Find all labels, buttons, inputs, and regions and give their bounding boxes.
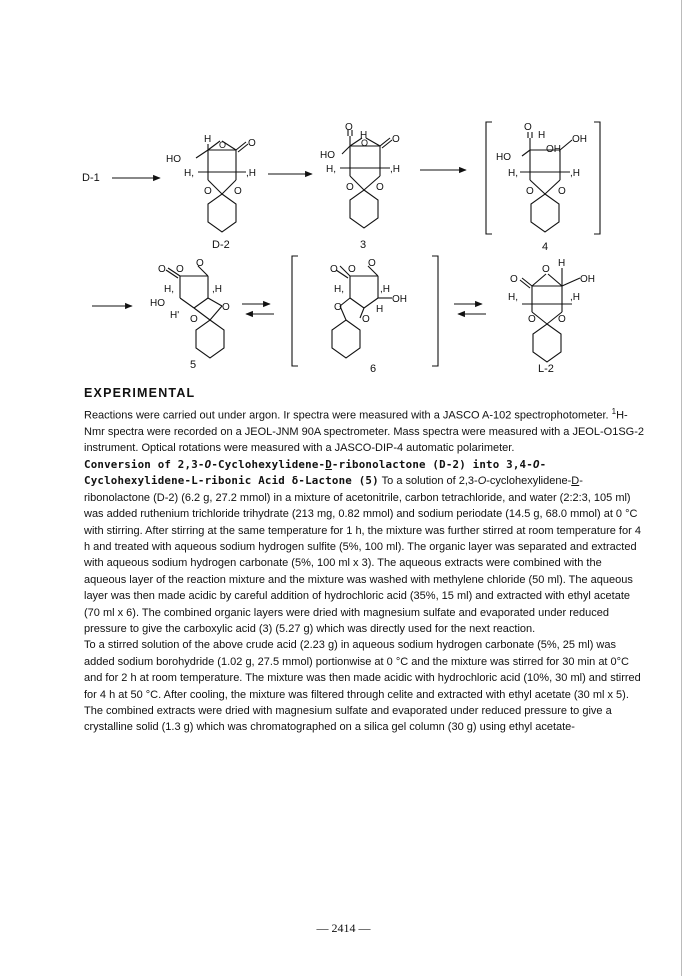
atom-label: O	[346, 182, 354, 193]
paragraph-general: Reactions were carried out under argon. Ir spectra were measured with a JASCO A-102 spectrophotometer. $^1$H-Nmr spectra were recorded on a JEOL-JNM 90A spectrometer. Mass spectra were measured with a JEOL-O1SG-2 instrument. Optical rotations were measured with a JASCO-DIP-4 automatic polarimeter.	[84, 407, 644, 455]
atom-label: H	[538, 130, 546, 141]
atom-label: ,H	[380, 284, 390, 295]
atom-label: O	[196, 258, 204, 269]
label-d2: D-2	[212, 239, 230, 251]
reaction-scheme	[0, 0, 687, 380]
atom-label: H	[204, 134, 212, 145]
atom-label: HO	[496, 152, 511, 163]
procedure-heading: Conversion of 2,3-O-Cyclohexylidene-D-ribonolactone (D-2) into 3,4-O-Cyclohexylidene-L-ribonic Acid δ-Lactone (5)	[84, 457, 547, 488]
atom-label: ,H	[570, 292, 580, 303]
atom-label: H'	[170, 310, 180, 321]
atom-label: OH	[572, 134, 587, 145]
atom-label: HO	[150, 298, 165, 309]
atom-label: O	[334, 302, 342, 313]
atom-label: O	[558, 314, 566, 325]
page-number: — 2414 —	[316, 921, 371, 935]
paragraph-conversion: Conversion of 2,3-O-Cyclohexylidene-D-ribonolactone (D-2) into 3,4-O-Cyclohexylidene-L-ribonic Acid δ-Lactone (5) To a solution of 2,3-O-cyclohexylidene-D-ribonolactone (D-2) (6.2 g, 27.2 mmol) in a mixture of acetonitrile, carbon tetrachloride, and water (2:2:3, 105 ml) was added ruthenium trichloride trihydrate (213 mg, 0.82 mmol) and sodium periodate (14.5 g, 68.0 mmol) at 0 °C with stirring. After stirring at the same temperature for 1 h, the mixture was further stirred at room temperature for 4 h and treated with aqueous sodium hydrogen sulfite (5%, 100 ml). The organic layer was separated and extracted with aqueous sodium hydrogen carbonate (5%, 100 ml x 3). The aqueous extracts were combined with the aqueous layer of the reaction mixture and the mixture was washed with methylene chloride (50 ml). The aqueous layer was then made acidic by careful addition of hydrochloric acid (35%, 15 ml) and extracted with ethyl acetate (70 ml x 6). The combined organic layers were dried with magnesium sulfate and evaporated under reduced pressure to give the carboxylic acid (3) (5.27 g) which was directly used for the next reaction.	[84, 457, 641, 635]
label-6: 6	[370, 363, 377, 375]
atom-label: ,H	[246, 168, 256, 179]
atom-label: OH	[392, 294, 407, 305]
atom-label: H,	[334, 284, 344, 295]
atom-label: O	[248, 138, 256, 149]
atom-label: O	[558, 186, 566, 197]
atom-label: O	[190, 314, 198, 325]
atom-label: O	[392, 134, 400, 145]
atom-label: OH	[546, 144, 561, 155]
experimental-body	[84, 404, 644, 736]
atom-label: O	[361, 138, 369, 148]
atom-label: O	[528, 314, 536, 325]
label-l2: L-2	[538, 363, 554, 375]
label-4: 4	[542, 241, 549, 253]
atom-label: O	[234, 186, 242, 197]
atom-label: O	[376, 182, 384, 193]
atom-label: O	[345, 122, 353, 133]
atom-label: H	[360, 130, 368, 141]
atom-label: O	[219, 140, 227, 150]
atom-label: H,	[508, 168, 518, 179]
section-heading: EXPERIMENTAL	[84, 386, 196, 400]
atom-label: H,	[326, 164, 336, 175]
atom-label: O	[542, 264, 550, 275]
atom-label: H,	[508, 292, 518, 303]
bracket-left-6	[292, 256, 298, 366]
bracket-left-4	[486, 122, 492, 234]
atom-label: OH	[580, 274, 595, 285]
label-5: 5	[190, 359, 197, 371]
atom-label: O	[524, 122, 532, 133]
label-3: 3	[360, 239, 367, 251]
atom-label: O	[204, 186, 212, 197]
atom-label: H,	[184, 168, 194, 179]
atom-label: O	[348, 264, 356, 275]
bracket-right-6	[432, 256, 438, 366]
atom-label: O	[368, 258, 376, 269]
atom-label: O	[362, 314, 370, 325]
atom-label: HO	[320, 150, 335, 161]
bracket-right-4	[594, 122, 600, 234]
atom-label: H,	[164, 284, 174, 295]
atom-label: O	[222, 302, 230, 313]
atom-label: O	[158, 264, 166, 275]
atom-label: H	[376, 304, 384, 315]
atom-label: HO	[166, 154, 181, 165]
atom-label: O	[526, 186, 534, 197]
atom-label: O	[510, 274, 518, 285]
atom-label: ,H	[212, 284, 222, 295]
atom-label: O	[330, 264, 338, 275]
label-d1: D-1	[82, 172, 100, 184]
paragraph-reduction: To a stirred solution of the above crude acid (2.23 g) in aqueous sodium hydrogen carbonate (5%, 25 ml) was added sodium borohydride (1.02 g, 27.5 mmol) portionwise at 0 °C and the mixture was stirred for 30 min at 0°C and for 2 h at room temperature. The mixture was then made acidic with hydrochloric acid (10%, 30 ml) and stirred for 4 h at 50 °C. After cooling, the mixture was filtered through celite and extracted with ethyl acetate (30 ml x 5). The combined extracts were dried with magnesium sulfate and evaporated under reduced pressure to give a crystalline solid (1.3 g) which was chromatographed on a silica gel column (30 g) using ethyl acetate-	[84, 639, 641, 734]
atom-label: ,H	[390, 164, 400, 175]
atom-label: ,H	[570, 168, 580, 179]
atom-label: O	[176, 264, 184, 275]
atom-label: H	[558, 258, 566, 269]
